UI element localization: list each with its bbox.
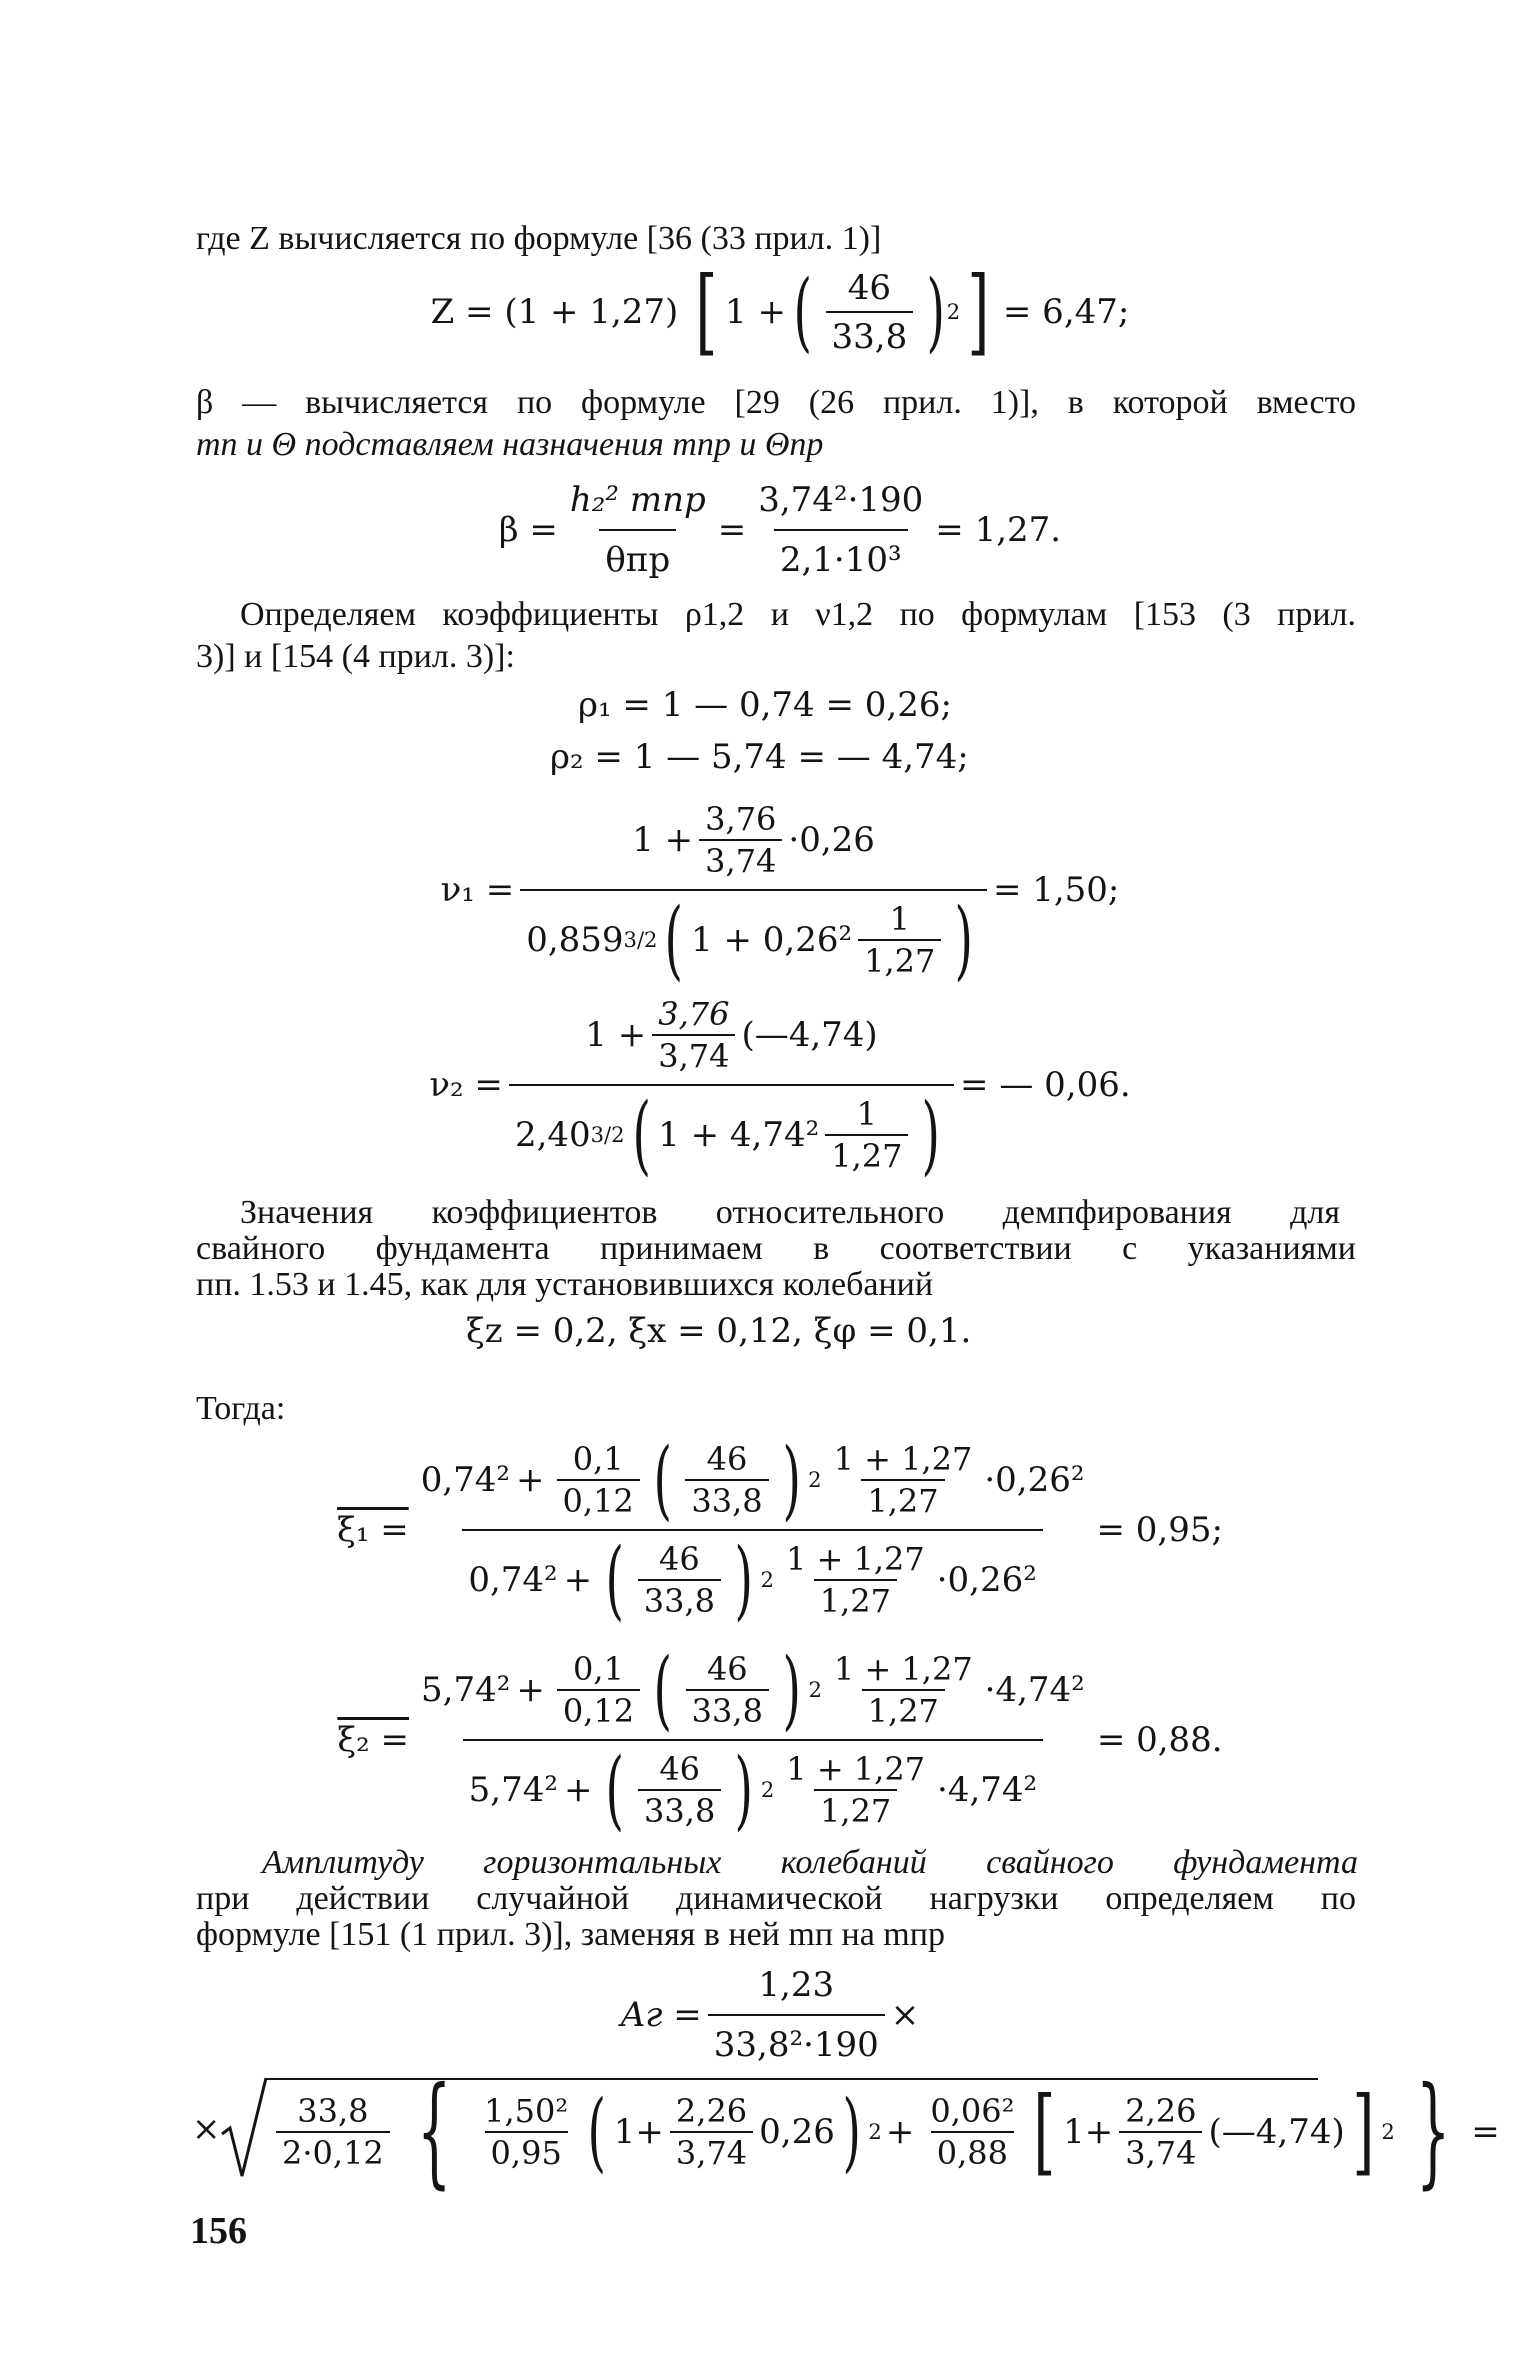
eq-part: 2,40 [514, 1115, 591, 1155]
eq-part: β = [498, 510, 558, 550]
eq-part: (—4,74) [741, 1015, 878, 1055]
fraction-denominator: 0,88 [931, 2131, 1014, 2169]
fraction-numerator: 46 [658, 1540, 700, 1578]
eq-part: ·0,26² [984, 1460, 1085, 1500]
fraction-denominator: 3,74 [670, 2131, 753, 2169]
equation-nu1: ν₁ = 1 + $\frac{3,76}{3,74}$ ·0,26 0,859 3/2 ( 1 + 0,26² $\frac{1}{1,27}$ ) = 1,50; [440, 800, 1120, 990]
fraction-numerator: 46 [706, 1650, 748, 1688]
fraction-denominator: 1,27 [858, 939, 941, 977]
eq-part: 1 + [585, 1015, 647, 1055]
fraction-numerator: 46 [847, 267, 891, 308]
fraction-numerator: 3,74²·190 [758, 480, 924, 520]
fraction-numerator: 46 [659, 1750, 701, 1788]
eq-part: = [1471, 2112, 1500, 2152]
eq-part: ·4,74² [937, 1770, 1038, 1810]
fraction-denominator: 33,8 [638, 1789, 721, 1827]
eq-result: = 1,27. [935, 510, 1062, 550]
equation-xi2: ξ₂ = 5,74² + $\frac{0,1}{0,12}$ ( $\frac{46}{33,8}$ ) 2 $\frac{1 + 1,27}{1,27}$ ·4,74² 5,74² + ( $\frac{46}{33,8}$ ) 2 $\frac{1 + 1,27}{1,27}$ ·4,74² = 0,88. [337, 1639, 1223, 1840]
eq-part: Z = (1 + 1,27) [430, 292, 679, 332]
eq-part: 1+ [1063, 2112, 1114, 2152]
eq-part: ξ₂ = [337, 1720, 410, 1760]
text-line: формуле [151 (1 прил. 3)], заменяя в ней mп на mпр [196, 1916, 945, 1953]
text-line: при действии случайной динамической нагрузки определяем по [196, 1880, 1356, 1917]
eq-part: 0,26 [759, 2112, 835, 2152]
fraction-numerator: 1 + 1,27 [786, 1750, 926, 1788]
eq-part: 5,74² [421, 1670, 511, 1710]
eq-part: = [717, 510, 747, 550]
fraction-denominator: 1,27 [814, 1789, 897, 1827]
fraction-numerator: 0,1 [572, 1440, 624, 1478]
text-line: β — вычисляется по формуле [29 (26 прил. 1)], в которой вместо [196, 384, 1356, 421]
text-line: Тогда: [196, 1390, 286, 1427]
eq-part: ·0,26² [936, 1560, 1037, 1600]
equation-beta [430, 470, 1130, 590]
fraction-numerator: 1 [856, 1095, 878, 1133]
eq-result: = — 0,06. [960, 1065, 1131, 1105]
eq-part: 1+ [613, 2112, 664, 2152]
eq-part: ν₂ = [429, 1065, 503, 1105]
page-number: 156 [190, 2210, 247, 2252]
fraction-numerator: 46 [706, 1440, 748, 1478]
text-line: где Z вычисляется по формуле [36 (33 прил. 1)] [196, 220, 882, 257]
fraction-denominator: 3,74 [652, 1034, 735, 1072]
eq-part: 0,74² [468, 1560, 558, 1600]
eq-part: ·4,74² [984, 1670, 1085, 1710]
eq-result: = 0,88. [1096, 1720, 1223, 1760]
fraction-denominator: 3,74 [699, 839, 782, 877]
eq-part: 0,74² [420, 1460, 511, 1500]
text-line: Значения коэффициентов относительного демпфирования для [240, 1194, 1340, 1231]
fraction-numerator: 0,1 [573, 1650, 624, 1688]
fraction-numerator: 0,06² [930, 2092, 1015, 2130]
fraction-denominator: 33,8²·190 [708, 2014, 885, 2062]
eq-result: = 6,47; [1002, 292, 1130, 332]
fraction-numerator: 1,23 [758, 1965, 835, 2005]
eq-part: ξ₁ = [337, 1510, 409, 1550]
fraction-numerator: 1,50² [484, 2092, 569, 2130]
fraction-numerator: 2,26 [1125, 2092, 1197, 2130]
equation-root: × $\frac{33,8}{2\cdot 0,12}$ { $\frac{\text{1,50²}}{0,95}$ ( 1+ $\frac{2,26}{3,74}$ 0,26 ) 2 + $\frac{\text{0,06²}}{0,88}$ [ 1+ $\frac{2,26}{3,74}$ (—4,74) ] 2 } = [192, 2062, 1500, 2201]
fraction-denominator: 1,27 [861, 1479, 944, 1517]
eq-part: (—4,74) [1208, 2112, 1345, 2152]
fraction-numerator: 1 + 1,27 [833, 1440, 973, 1478]
equation-rho2: ρ₂ = 1 — 5,74 = — 4,74; [550, 737, 969, 777]
text-line: пп. 1.53 и 1.45, как для установившихся колебаний [196, 1266, 934, 1303]
fraction-denominator: 0,95 [485, 2131, 568, 2169]
equation-xi1: ξ₁ = 0,74² + $\frac{0,1}{0,12}$ ( $\frac{46}{33,8}$ ) 2 $\frac{1 + 1,27}{1,27}$ ·0,26² 0,74² + ( $\frac{46}{33,8}$ ) 2 $\frac{1 + 1,27}{1,27}$ ·0,26² = 0,95; [337, 1429, 1223, 1630]
text-line: свайного фундамента принимаем в соответствии с указаниями [196, 1230, 1356, 1267]
fraction-numerator: 1 [889, 900, 910, 938]
equation-xi-values: ξz = 0,2, ξx = 0,12, ξφ = 0,1. [466, 1311, 972, 1351]
fraction-denominator: 3,74 [1119, 2131, 1202, 2169]
eq-result: = 1,50; [992, 870, 1120, 910]
eq-part: × [192, 2109, 221, 2149]
eq-part: 1 + [632, 820, 694, 860]
eq-part: ν₁ = [440, 870, 515, 910]
text-line: Определяем коэффициенты ρ1,2 и ν1,2 по формулам [153 (3 прил. [240, 596, 1356, 633]
equation-amplitude [560, 1960, 980, 2070]
fraction-denominator: 33,8 [686, 1689, 769, 1727]
eq-part: × [890, 1995, 920, 2035]
fraction-denominator: 33,8 [826, 311, 914, 354]
fraction-numerator: 1 + 1,27 [833, 1650, 973, 1688]
fraction-denominator: 33,8 [685, 1479, 768, 1517]
fraction-denominator: 1,27 [862, 1689, 945, 1727]
fraction-denominator: 2·0,12 [276, 2131, 390, 2169]
fraction-denominator: θпр [599, 529, 676, 577]
fraction-numerator: h₂² mпр [569, 480, 706, 520]
equation-rho1: ρ₁ = 1 — 0,74 = 0,26; [578, 685, 952, 725]
fraction-numerator: 3,76 [705, 800, 777, 838]
fraction-denominator: 0,12 [557, 1689, 640, 1727]
fraction-denominator: 1,27 [814, 1579, 897, 1617]
radical-sign-icon [220, 2072, 270, 2182]
fraction-numerator: 3,76 [658, 995, 730, 1033]
eq-part: 1 + 0,26² [691, 920, 853, 960]
eq-result: = 0,95; [1096, 1510, 1223, 1550]
fraction-denominator: 0,12 [557, 1479, 640, 1517]
eq-part: ·0,26 [788, 820, 875, 860]
text-line: mп и Θ подставляем назначения mпр и Θпр [196, 426, 824, 463]
eq-part: + [885, 2112, 915, 2152]
eq-part: 5,74² [468, 1770, 558, 1810]
equation-nu2: ν₂ = 1 + $\frac{3,76}{3,74}$ (—4,74) 2,40 3/2 ( 1 + 4,74² $\frac{1}{1,27}$ ) = — 0,06. [429, 995, 1131, 1185]
fraction-numerator: 2,26 [675, 2092, 748, 2130]
eq-part: 1 + [725, 292, 786, 332]
eq-part: 1 + 4,74² [658, 1115, 820, 1155]
text-line: Амплитуду горизонтальных колебаний свайного фундамента [262, 1844, 1358, 1881]
fraction-numerator: 1 + 1,27 [785, 1540, 925, 1578]
eq-part: 0,859 [526, 920, 624, 960]
fraction-numerator: 33,8 [297, 2092, 369, 2130]
eq-part: Aг = [620, 1995, 702, 2035]
text-line: 3)] и [154 (4 прил. 3)]: [196, 638, 515, 675]
fraction-denominator: 1,27 [825, 1134, 908, 1172]
fraction-denominator: 2,1·10³ [774, 529, 908, 577]
fraction-denominator: 33,8 [638, 1579, 721, 1617]
equation-z: Z = (1 + 1,27) [ 1 + ( $\frac{46}{33,8}$ ) 2 ] = 6,47; [430, 257, 1130, 367]
